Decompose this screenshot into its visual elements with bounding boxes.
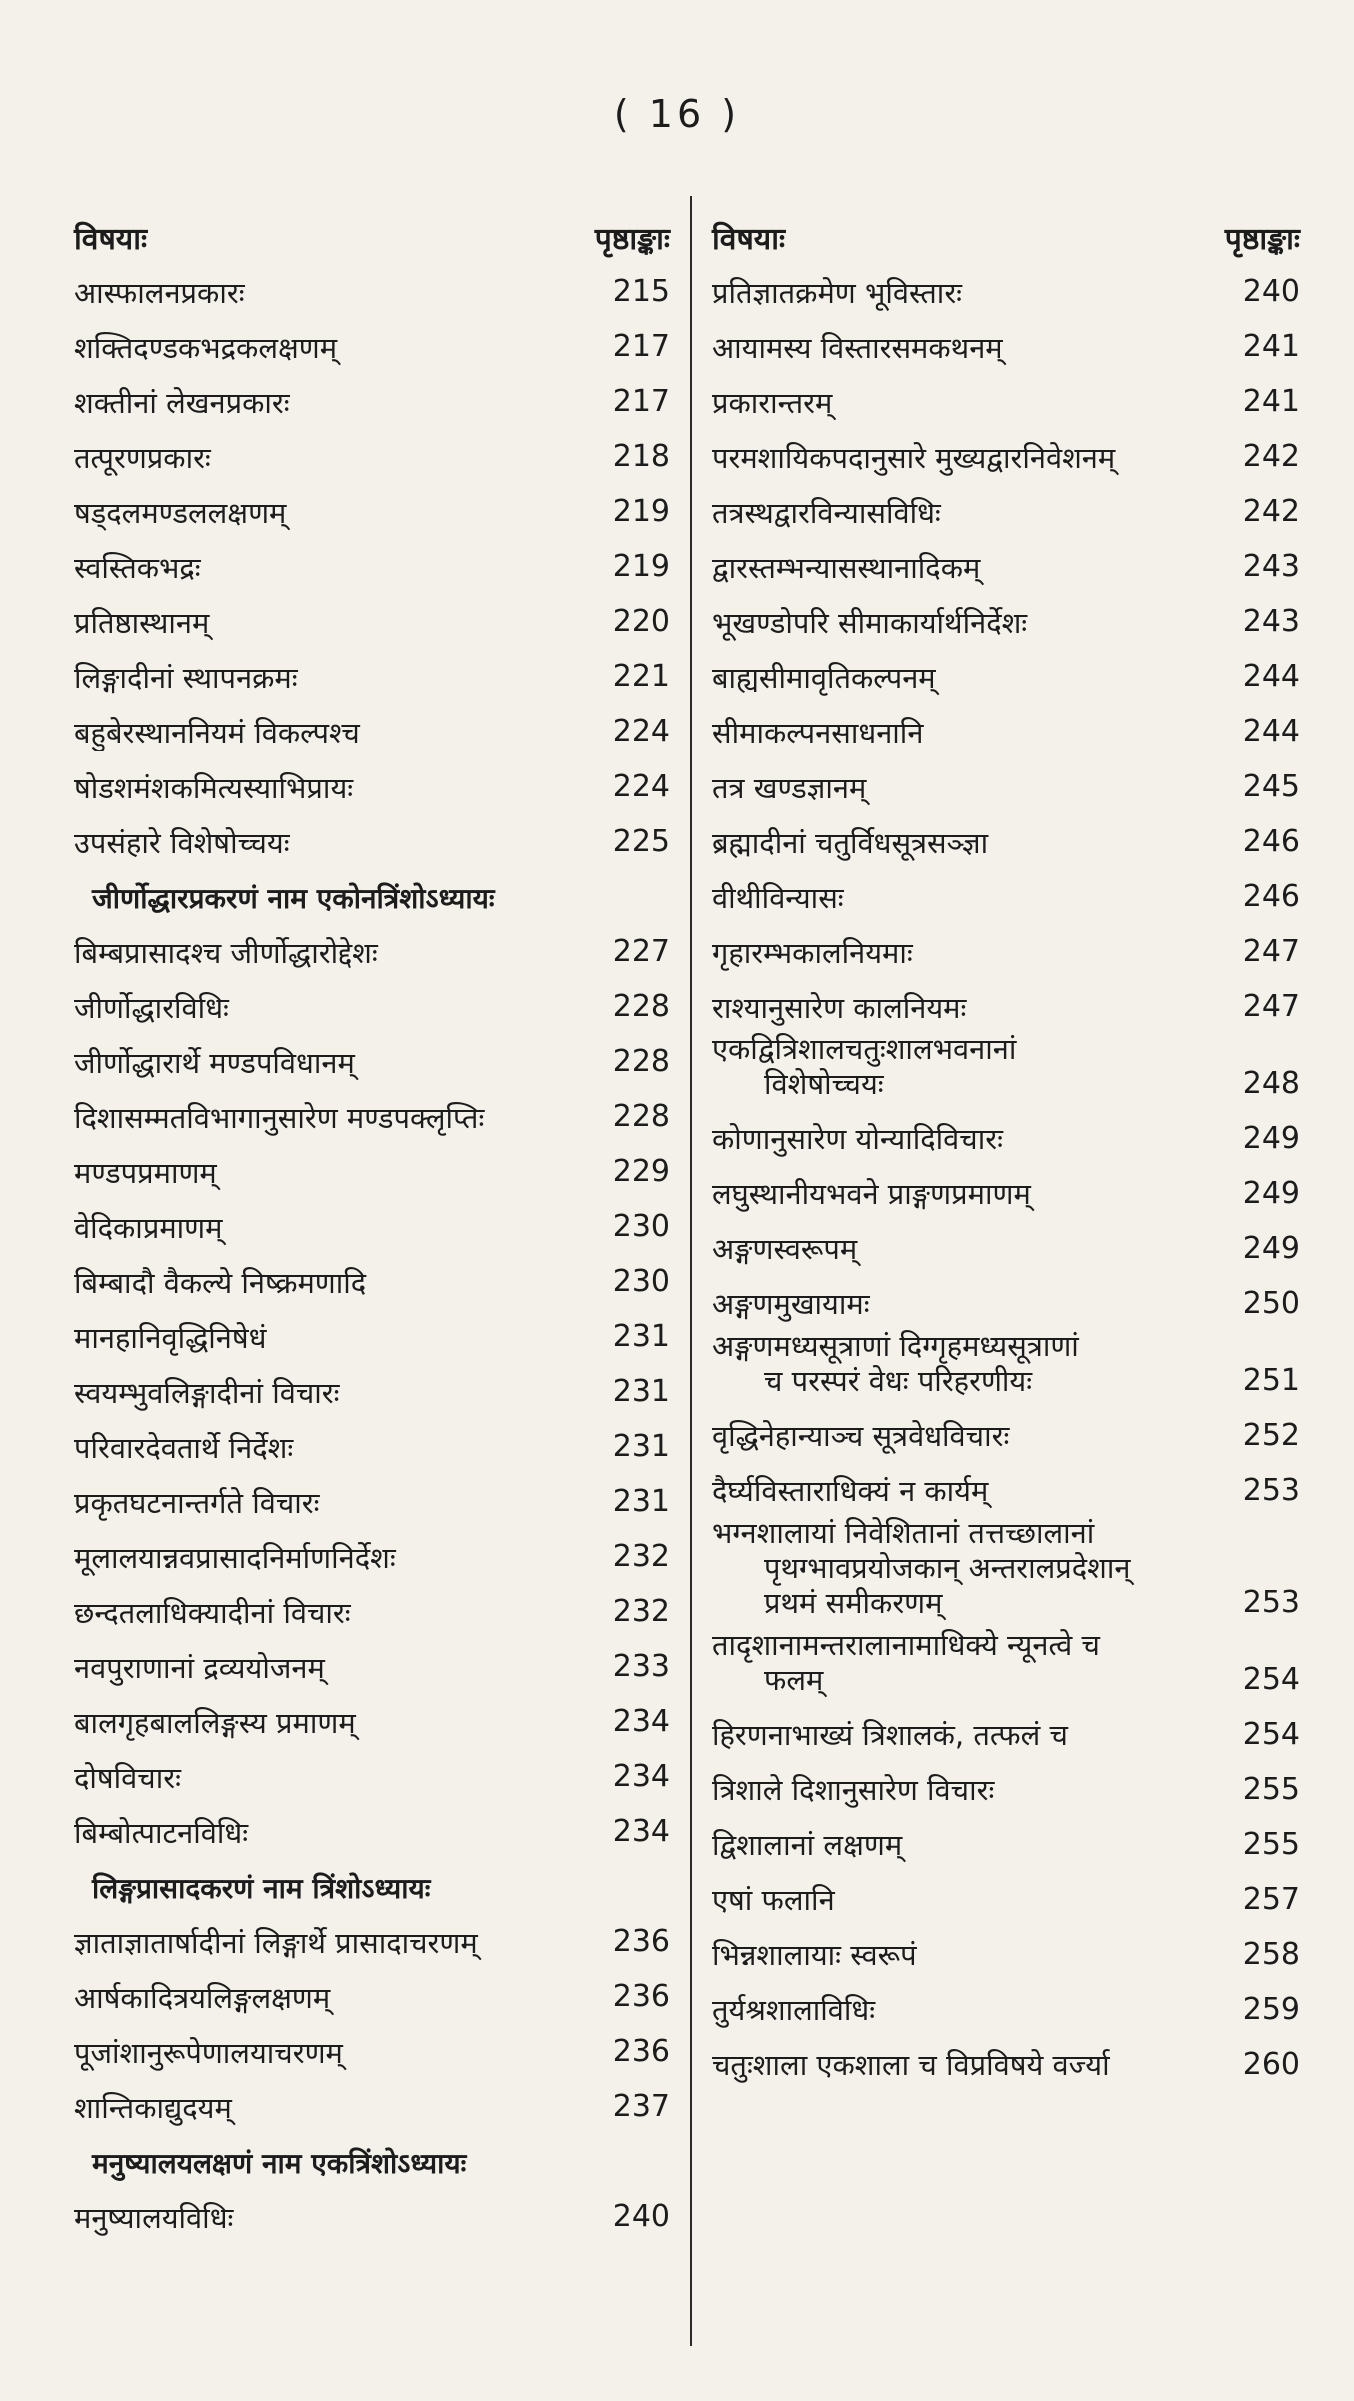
toc-entry	[712, 372, 1300, 427]
entry-title-line: तादृशानामन्तरालानामाधिक्ये न्यूनत्वे च	[712, 1627, 1100, 1662]
chapter-heading	[74, 1857, 670, 1912]
entry-title-line: अङ्गणमध्यसूत्राणां दिग्गृहमध्यसूत्राणां	[712, 1328, 1079, 1363]
toc-entry	[712, 1869, 1300, 1924]
toc-entry	[712, 702, 1300, 757]
entry-title: जीर्णोद्धारप्रकरणं नाम एकोनत्रिंशोऽध्यायः	[92, 881, 495, 915]
toc-entry	[74, 1747, 670, 1802]
entry-title: स्वयम्भुवलिङ्गादीनां विचारः	[74, 1375, 340, 1410]
toc-entry	[74, 1197, 670, 1252]
entry-page: 251	[1242, 1362, 1300, 1398]
entry-page: 258	[1242, 1936, 1300, 1972]
entry-page: 243	[1242, 604, 1300, 640]
entry-page: 249	[1242, 1231, 1300, 1267]
entry-title: चतुःशाला एकशाला च विप्रविषये वर्ज्या	[712, 2048, 1110, 2082]
entry-title: जीर्णोद्धारार्थे मण्डपविधानम्	[74, 1045, 355, 1080]
entry-title: षड्दलमण्डललक्षणम्	[74, 495, 287, 530]
toc-entry	[74, 1417, 670, 1472]
entry-page: 255	[1242, 1771, 1300, 1807]
toc-entry	[712, 1704, 1300, 1759]
entry-page: 234	[612, 1759, 670, 1795]
left-page-heading: पृष्ठाङ्काः	[594, 222, 670, 257]
entry-title-line: एकद्वित्रिशालचतुःशालभवनानां	[712, 1032, 1017, 1066]
entry-page: 241	[1242, 329, 1300, 365]
toc-entry	[74, 1087, 670, 1142]
entry-title: ज्ञाताज्ञातार्षादीनां लिङ्गार्थे प्रासादाचरणम्	[74, 1925, 478, 1960]
entry-page: 231	[612, 1374, 670, 1410]
toc-entry	[712, 2034, 1300, 2089]
toc-entry	[74, 482, 670, 537]
entry-title: त्रिशाले दिशानुसारेण विचारः	[712, 1773, 995, 1807]
toc-entry	[74, 262, 670, 317]
toc-entry	[712, 1461, 1300, 1516]
entry-title-line: पृथग्भावप्रयोजकान् अन्तरालप्रदेशान्	[764, 1550, 1131, 1585]
entry-page: 242	[1242, 439, 1300, 475]
entry-page: 230	[612, 1209, 670, 1245]
entry-page: 219	[612, 494, 670, 530]
entry-title: अङ्गणस्वरूपम्	[712, 1232, 858, 1267]
entry-page: 259	[1242, 1991, 1300, 2027]
entry-title: जीर्णोद्धारविधिः	[74, 990, 229, 1025]
entry-title: परिवारदेवतार्थे निर्देशः	[74, 1430, 294, 1465]
entry-title: लिङ्गादीनां स्थापनक्रमः	[74, 660, 298, 695]
right-column	[712, 200, 1300, 2089]
entry-title: बिम्बादौ वैकल्ये निष्क्रमणादि	[74, 1265, 367, 1300]
entry-page: 228	[612, 1044, 670, 1080]
entry-title: उपसंहारे विशेषोच्चयः	[74, 825, 290, 860]
toc-entry	[712, 1219, 1300, 1274]
entry-page: 225	[612, 824, 670, 860]
entry-title: ब्रह्मादीनां चतुर्विधसूत्रसञ्ज्ञा	[712, 825, 989, 860]
right-header-row	[712, 200, 1300, 258]
toc-entry	[74, 1032, 670, 1087]
toc-entry	[712, 427, 1300, 482]
entry-title: दिशासम्मतविभागानुसारेण मण्डपक्लृप्तिः	[74, 1100, 485, 1135]
entry-title: शक्तिदण्डकभद्रकलक्षणम्	[74, 330, 338, 365]
entry-page: 228	[612, 989, 670, 1025]
toc-entry	[74, 2187, 670, 2242]
right-subject-heading: विषयाः	[712, 222, 786, 257]
entry-page: 249	[1242, 1176, 1300, 1212]
entry-title: प्रकृतघटनान्तर्गते विचारः	[74, 1485, 320, 1520]
entry-title: आयामस्य विस्तारसमकथनम्	[712, 330, 1003, 365]
toc-entry	[74, 1637, 670, 1692]
entry-title: षोडशमंशकमित्यस्याभिप्रायः	[74, 770, 354, 805]
toc-entry	[74, 537, 670, 592]
toc-entry	[712, 1814, 1300, 1869]
entry-title: दोषविचारः	[74, 1760, 181, 1795]
toc-entry	[74, 1912, 670, 1967]
entry-page: 224	[612, 714, 670, 750]
toc-entry	[74, 757, 670, 812]
entry-title: बहुबेरस्थाननियमं विकल्पश्च	[74, 715, 360, 750]
entry-title: हिरणनाभाख्यं त्रिशालकं, तत्फलं च	[712, 1718, 1068, 1752]
left-column	[74, 200, 670, 2242]
toc-entry	[712, 317, 1300, 372]
entry-page: 236	[612, 1979, 670, 2015]
entry-page: 220	[612, 604, 670, 640]
entry-page: 253	[1242, 1585, 1300, 1621]
entry-title: भिन्नशालायाः स्वरूपं	[712, 1938, 917, 1972]
entry-page: 229	[612, 1154, 670, 1190]
toc-entry	[74, 427, 670, 482]
toc-entry	[712, 1924, 1300, 1979]
entry-title: नवपुराणानां द्रव्ययोजनम्	[74, 1650, 325, 1685]
toc-entry	[74, 372, 670, 427]
entry-page: 233	[612, 1649, 670, 1685]
entry-page: 244	[1242, 659, 1300, 695]
entry-title: स्वस्तिकभद्रः	[74, 550, 201, 585]
toc-entry	[74, 1692, 670, 1747]
entry-title: शक्तीनां लेखनप्रकारः	[74, 385, 290, 420]
entry-title: मनुष्यालयविधिः	[74, 2200, 234, 2235]
entry-title: मनुष्यालयलक्षणं नाम एकत्रिंशोऽध्यायः	[92, 2146, 467, 2180]
entry-title: बालगृहबाललिङ्गस्य प्रमाणम्	[74, 1705, 356, 1740]
entry-title: परमशायिकपदानुसारे मुख्यद्वारनिवेशनम्	[712, 440, 1116, 475]
toc-entry	[712, 922, 1300, 977]
entry-title: राश्यानुसारेण कालनियमः	[712, 990, 967, 1025]
toc-entry	[712, 1274, 1300, 1329]
toc-entry	[74, 1527, 670, 1582]
entry-page: 237	[612, 2089, 670, 2125]
entry-page: 243	[1242, 549, 1300, 585]
entry-title: आर्षकादित्रयलिङ्गलक्षणम्	[74, 1980, 331, 2015]
toc-entry	[712, 482, 1300, 537]
toc-entry	[74, 2077, 670, 2132]
entry-page: 260	[1242, 2046, 1300, 2082]
toc-entry	[74, 1582, 670, 1637]
toc-entry	[74, 647, 670, 702]
entry-page: 250	[1242, 1286, 1300, 1322]
entry-page: 217	[612, 329, 670, 365]
toc-entry	[712, 867, 1300, 922]
toc-entry	[74, 317, 670, 372]
entry-page: 255	[1242, 1826, 1300, 1862]
toc-entry	[74, 1307, 670, 1362]
entry-title: वेदिकाप्रमाणम्	[74, 1210, 223, 1245]
toc-entry	[74, 702, 670, 757]
entry-title: द्विशालानां लक्षणम्	[712, 1828, 903, 1862]
entry-title: तत्रस्थद्वारविन्यासविधिः	[712, 495, 941, 530]
entry-title: बिम्बोत्पाटनविधिः	[74, 1815, 249, 1850]
entry-page: 246	[1242, 879, 1300, 915]
entry-page: 247	[1242, 934, 1300, 970]
entry-page: 244	[1242, 714, 1300, 750]
toc-entry	[712, 977, 1300, 1032]
chapter-heading	[74, 867, 670, 922]
toc-entry	[74, 1967, 670, 2022]
entry-title: लिङ्गप्रासादकरणं नाम त्रिंशोऽध्यायः	[92, 1871, 431, 1905]
entry-title-line: विशेषोच्चयः	[764, 1067, 884, 1102]
toc-entry	[74, 592, 670, 647]
entry-page: 245	[1242, 769, 1300, 805]
entry-page: 230	[612, 1264, 670, 1300]
entry-page: 253	[1242, 1472, 1300, 1508]
entry-title: आस्फालनप्रकारः	[74, 275, 245, 310]
entry-page: 249	[1242, 1121, 1300, 1157]
toc-entry	[74, 922, 670, 977]
toc-entry	[74, 1252, 670, 1307]
entry-title: मानहानिवृद्धिनिषेधं	[74, 1320, 267, 1355]
entry-title	[712, 1628, 1230, 1699]
toc-entry	[712, 1032, 1300, 1109]
toc-entry	[74, 2022, 670, 2077]
entry-page: 228	[612, 1099, 670, 1135]
right-page-heading: पृष्ठाङ्काः	[1224, 222, 1300, 257]
entry-page: 218	[612, 439, 670, 475]
entry-page: 240	[1242, 274, 1300, 310]
entry-title: प्रकारान्तरम्	[712, 385, 833, 420]
toc-entry	[74, 812, 670, 867]
entry-title: द्वारस्तम्भन्यासस्थानादिकम्	[712, 550, 981, 585]
entry-title: शान्तिकाद्युदयम्	[74, 2090, 232, 2125]
entry-page: 246	[1242, 824, 1300, 860]
entry-page: 240	[612, 2199, 670, 2235]
entry-page: 241	[1242, 384, 1300, 420]
entry-page: 215	[612, 274, 670, 310]
entry-title: वृद्धिनेहान्याञ्च सूत्रवेधविचारः	[712, 1419, 1010, 1454]
toc-entry	[712, 647, 1300, 702]
toc-entry	[712, 757, 1300, 812]
entry-page: 232	[612, 1594, 670, 1630]
entry-page: 236	[612, 2034, 670, 2070]
page-number: ( 16 )	[613, 92, 741, 136]
entry-page: 247	[1242, 989, 1300, 1025]
toc-entry	[712, 592, 1300, 647]
entry-page: 248	[1242, 1066, 1300, 1102]
entry-title: पूजांशानुरूपेणालयाचरणम्	[74, 2035, 343, 2070]
entry-page: 236	[612, 1924, 670, 1960]
toc-entry	[712, 812, 1300, 867]
entry-title: कोणानुसारेण योन्यादिविचारः	[712, 1122, 1003, 1157]
entry-page: 231	[612, 1484, 670, 1520]
toc-entry	[712, 262, 1300, 317]
toc-entry	[74, 1802, 670, 1857]
entry-page: 234	[612, 1814, 670, 1850]
entry-title: अङ्गणमुखायामः	[712, 1287, 870, 1322]
entry-title: तुर्यश्रशालाविधिः	[712, 1993, 876, 2027]
left-header-row	[74, 200, 670, 258]
entry-page: 257	[1242, 1881, 1300, 1917]
left-subject-heading: विषयाः	[74, 222, 148, 257]
toc-entry	[712, 1628, 1300, 1705]
entry-page: 219	[612, 549, 670, 585]
toc-entry	[74, 1362, 670, 1417]
right-entry-list	[712, 262, 1300, 2089]
column-divider	[690, 196, 692, 2346]
entry-title: मण्डपप्रमाणम्	[74, 1155, 217, 1190]
entry-title: प्रतिज्ञातक्रमेण भूविस्तारः	[712, 275, 963, 310]
entry-page: 231	[612, 1319, 670, 1355]
entry-title: एषां फलानि	[712, 1883, 835, 1917]
entry-page: 217	[612, 384, 670, 420]
toc-entry	[712, 1759, 1300, 1814]
entry-title-line: भग्नशालायां निवेशितानां तत्तच्छालानां	[712, 1515, 1095, 1550]
entry-title: मूलालयान्नवप्रासादनिर्माणनिर्देशः	[74, 1540, 396, 1575]
toc-entry	[712, 1329, 1300, 1406]
entry-page: 234	[612, 1704, 670, 1740]
entry-title: छन्दतलाधिक्यादीनां विचारः	[74, 1595, 351, 1630]
entry-title-line: प्रथमं समीकरणम्	[764, 1586, 943, 1621]
entry-title-line: फलम्	[764, 1663, 824, 1697]
toc-entry	[74, 1142, 670, 1197]
entry-page: 252	[1242, 1417, 1300, 1453]
entry-title: लघुस्थानीयभवने प्राङ्गणप्रमाणम्	[712, 1177, 1031, 1212]
entry-title: प्रतिष्ठास्थानम्	[74, 605, 210, 640]
entry-page: 232	[612, 1539, 670, 1575]
entry-title	[712, 1032, 1230, 1103]
entry-page: 231	[612, 1429, 670, 1465]
entry-page: 227	[612, 934, 670, 970]
entry-page: 224	[612, 769, 670, 805]
entry-title	[712, 1516, 1230, 1622]
entry-title	[712, 1329, 1230, 1400]
entry-page: 254	[1242, 1661, 1300, 1697]
toc-entry	[712, 1979, 1300, 2034]
toc-entry	[712, 537, 1300, 592]
toc-entry	[712, 1516, 1300, 1628]
entry-title: तत्पूरणप्रकारः	[74, 440, 211, 475]
chapter-heading	[74, 2132, 670, 2187]
entry-title: वीथीविन्यासः	[712, 880, 844, 915]
toc-entry	[74, 977, 670, 1032]
entry-page: 254	[1242, 1716, 1300, 1752]
entry-title: भूखण्डोपरि सीमाकार्यार्थनिर्देशः	[712, 605, 1028, 640]
left-entry-list	[74, 262, 670, 2242]
entry-title: तत्र खण्डज्ञानम्	[712, 770, 867, 805]
entry-title: सीमाकल्पनसाधनानि	[712, 715, 924, 750]
entry-title: दैर्घ्यविस्ताराधिक्यं न कार्यम्	[712, 1474, 989, 1509]
toc-entry	[74, 1472, 670, 1527]
toc-entry	[712, 1164, 1300, 1219]
toc-entry	[712, 1109, 1300, 1164]
entry-title-line: च परस्परं वेधः परिहरणीयः	[764, 1364, 1033, 1399]
entry-title: बाह्यसीमावृतिकल्पनम्	[712, 660, 936, 695]
entry-title: बिम्बप्रासादश्च जीर्णोद्धारोद्देशः	[74, 935, 378, 970]
toc-entry	[712, 1406, 1300, 1461]
entry-page: 221	[612, 659, 670, 695]
entry-title: गृहारम्भकालनियमाः	[712, 935, 913, 970]
entry-page: 242	[1242, 494, 1300, 530]
